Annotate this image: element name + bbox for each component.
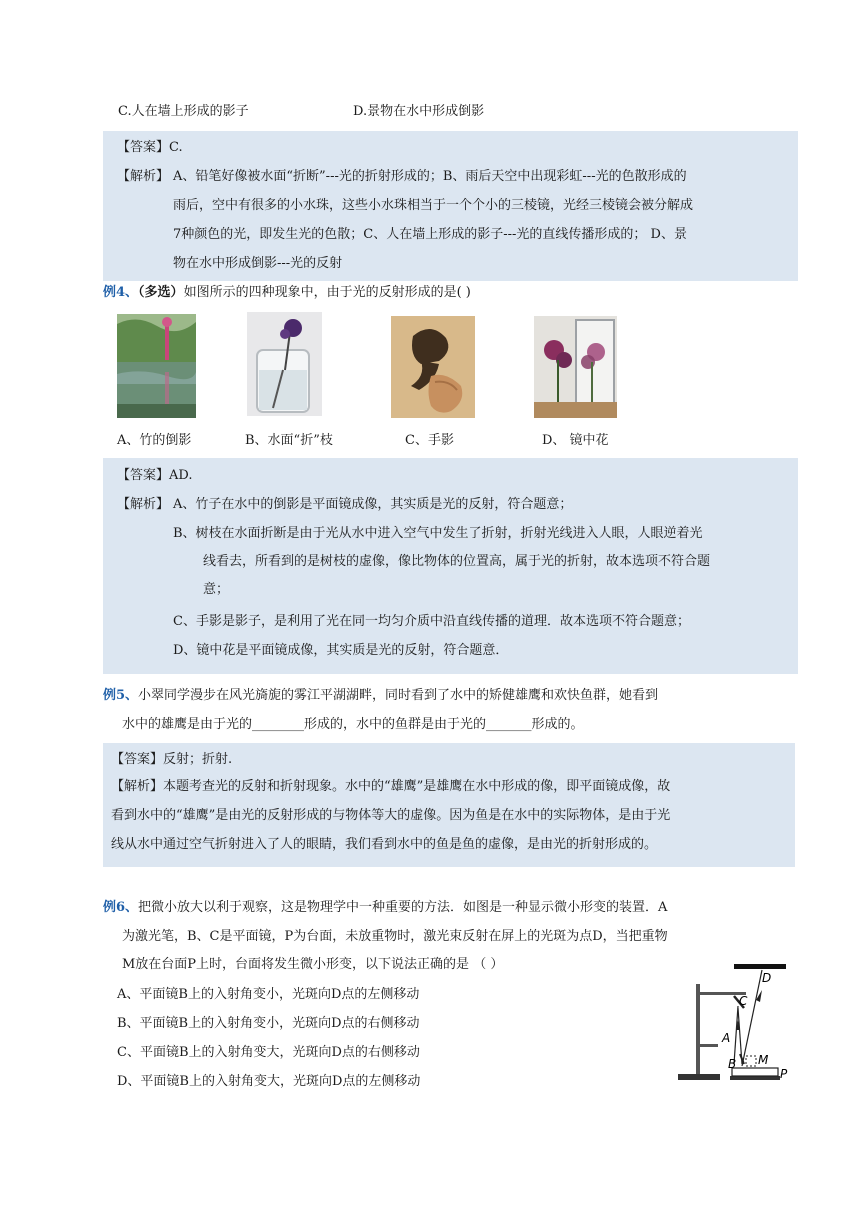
caption-b: B、水面“折”枝 <box>245 433 333 448</box>
bamboo-reflection-photo <box>117 314 196 418</box>
question-text: 小翠同学漫步在风光旖旎的雾江平湖湖畔，同时看到了水中的矫健雄鹰和欢快鱼群，她看到 <box>138 688 659 703</box>
question-text: 把微小放大以利于观察，这是物理学中一种重要的方法．如图是一种显示微小形变的装置．A <box>138 900 668 915</box>
caption-c: C、手影 <box>405 433 454 448</box>
option-d: D.景物在水中形成倒影 <box>353 104 485 119</box>
analysis-line: D、镜中花是平面镜成像，其实质是光的反射，符合题意． <box>173 643 509 658</box>
apparatus-svg <box>672 960 792 1086</box>
option-c: C、平面镜B上的入射角变大，光斑向D点的右侧移动 <box>117 1045 420 1060</box>
question-ex4 <box>103 283 471 303</box>
analysis-line: A、铅笔好像被水面“折断”---光的折射形成的；B、雨后天空中出现彩虹---光的色散形成的 <box>173 169 687 184</box>
label-c: C <box>739 994 748 1008</box>
option-a: A、平面镜B上的入射角变小，光斑向D点的左侧移动 <box>117 987 420 1002</box>
analysis-line: B、树枝在水面折断是由于光从水中进入空气中发生了折射，折射光线进入人眼，人眼逆着光 <box>173 526 703 541</box>
apparatus-diagram <box>672 960 792 1086</box>
analysis-label: 【解析】 <box>111 779 164 794</box>
multi-select-tag: （多选） <box>138 285 184 300</box>
option-d: D、平面镜B上的入射角变大，光斑向D点的左侧移动 <box>117 1074 421 1089</box>
label-a: A <box>722 1031 731 1045</box>
question-text: 如图所示的四种现象中，由于光的反射形成的是( ) <box>183 285 471 300</box>
answer-line: 【答案】反射；折射. <box>111 752 233 767</box>
question-text: 水中的雄鹰是由于光的________形成的，水中的鱼群是由于光的_______形成的。 <box>122 717 584 732</box>
analysis-label: 【解析】 <box>117 169 170 184</box>
analysis-line: 物在水中形成倒影---光的反射 <box>173 256 343 271</box>
label-p: P <box>780 1067 788 1081</box>
analysis-line <box>111 777 670 797</box>
question-text: 为激光笔，B、C是平面镜，P为台面，未放重物时，激光束反射在屏上的光斑为点D，当把重物 <box>122 929 668 944</box>
answer-line: 【答案】C. <box>117 140 183 155</box>
caption-a: A、竹的倒影 <box>117 433 192 448</box>
question-ex6 <box>103 898 667 918</box>
hand-shadow-photo <box>391 316 475 418</box>
analysis-line: A、竹子在水中的倒影是平面镜成像，其实质是光的反射，符合题意； <box>173 497 573 512</box>
question-ex5 <box>103 686 658 706</box>
label-d: D <box>762 971 772 985</box>
analysis-line: 雨后，空中有很多的小水珠，这些小水珠相当于一个个小的三棱镜，光经三棱镜会被分解成 <box>173 198 694 213</box>
analysis-line: 7种颜色的光，即发生光的色散；C、人在墙上形成的影子---光的直线传播形成的； D、景 <box>173 227 687 242</box>
question-label: 例6、 <box>103 900 139 915</box>
analysis-line: 意； <box>203 582 230 597</box>
option-b: B、平面镜B上的入射角变小，光斑向D点的右侧移动 <box>117 1016 420 1031</box>
option-c: C.人在墙上形成的影子 <box>118 104 249 119</box>
analysis-line: C、手影是影子，是利用了光在同一均匀介质中沿直线传播的道理．故本选项不符合题意； <box>173 614 690 629</box>
analysis-text: 本题考查光的反射和折射现象。水中的“雄鹰”是雄鹰在水中形成的像，即平面镜成像，故 <box>163 779 671 794</box>
bent-branch-photo <box>247 312 322 416</box>
analysis-line: 看到水中的“雄鹰”是由光的反射形成的与物体等大的虚像。因为鱼是在水中的实际物体，是由于光 <box>111 808 671 823</box>
label-b: B <box>728 1057 737 1071</box>
label-m: M <box>758 1053 769 1067</box>
mirror-flower-photo <box>534 316 617 418</box>
analysis-line: 线从水中通过空气折射进入了人的眼睛，我们看到水中的鱼是鱼的虚像，是由光的折射形成的。 <box>111 837 658 852</box>
question-label: 例5、 <box>103 688 139 703</box>
question-text: M放在台面P上时，台面将发生微小形变，以下说法正确的是 （ ） <box>122 957 504 972</box>
caption-d: D、 镜中花 <box>542 433 609 448</box>
analysis-line: 线看去，所看到的是树枝的虚像，像比物体的位置高，属于光的折射，故本选项不符合题 <box>203 554 711 569</box>
answer-line: 【答案】AD. <box>117 468 193 483</box>
analysis-label: 【解析】 <box>117 497 170 512</box>
question-label: 例4、 <box>103 285 139 300</box>
